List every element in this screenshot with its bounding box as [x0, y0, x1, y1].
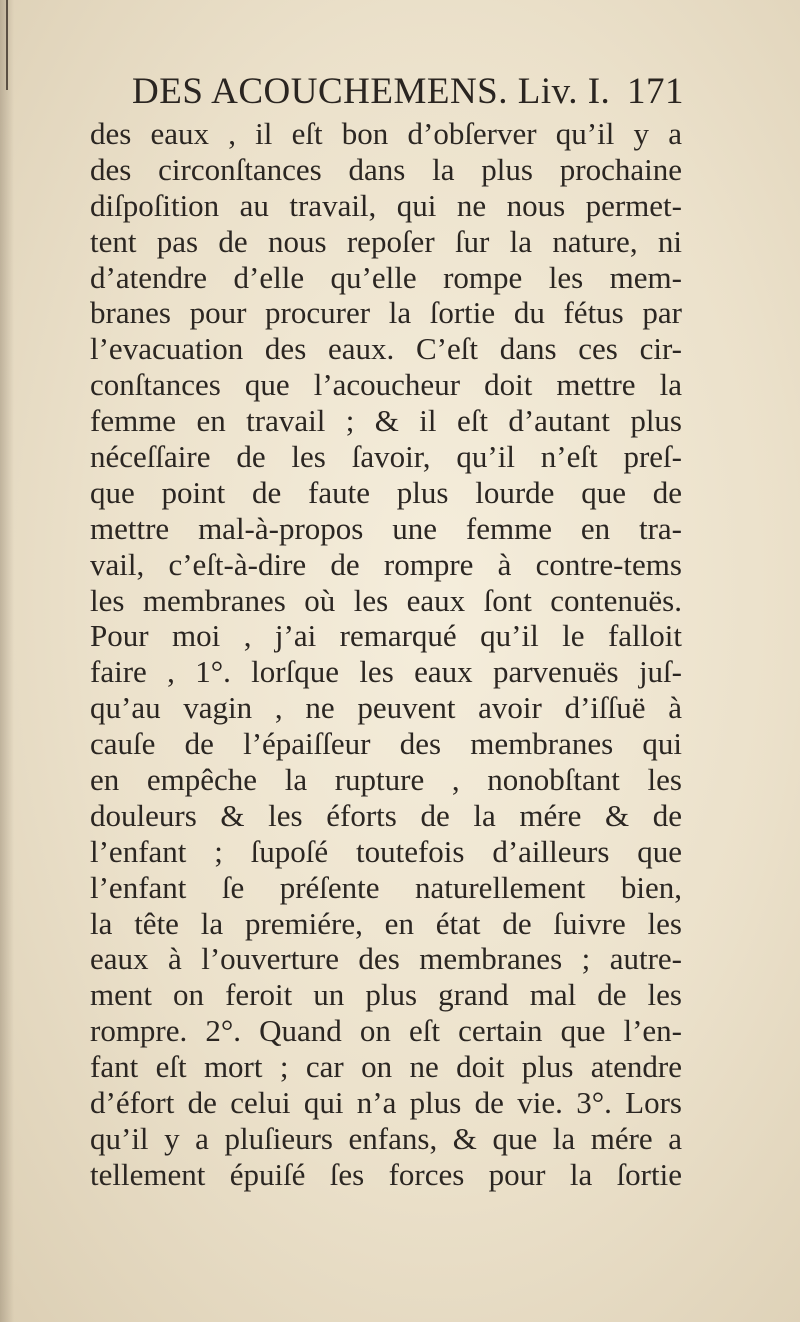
text-line: l’enfant ; ſupoſé toutefois d’ailleurs que [90, 833, 682, 869]
text-line: d’éfort de celui qui n’a plus de vie. 3°. Lors [90, 1085, 682, 1121]
text-line: que point de faute plus lourde que de [90, 474, 682, 510]
body-text [90, 116, 682, 1193]
running-head-title: DES ACOUCHEMENS. Liv. I. [132, 71, 611, 112]
text-line: les membranes où les eaux ſont contenuës. [90, 582, 682, 618]
text-line: tent pas de nous repoſer ſur la nature, ni [90, 223, 682, 259]
text-line: vail, c’eſt-à-dire de rompre à contre-tems [90, 546, 682, 582]
text-line: l’enfant ſe préſente naturellement bien, [90, 869, 682, 905]
text-line: femme en travail ; & il eſt d’autant plus [90, 403, 682, 439]
text-line: branes pour procurer la ſortie du fétus par [90, 295, 682, 331]
page-edge-mark [6, 0, 8, 90]
text-line: des eaux , il eſt bon d’obſerver qu’il y a [90, 116, 682, 151]
text-line: ment on feroit un plus grand mal de les [90, 977, 682, 1013]
text-line: la tête la premiére, en état de ſuivre les [90, 905, 682, 941]
running-head [132, 70, 684, 114]
text-line: Pour moi , j’ai remarqué qu’il le falloit [90, 618, 682, 654]
text-line: mettre mal-à-propos une femme en tra- [90, 510, 682, 546]
page-gutter-shadow [0, 0, 14, 1322]
page-number: 171 [627, 71, 684, 112]
text-line: l’evacuation des eaux. C’eſt dans ces cir- [90, 331, 682, 367]
text-line: fant eſt mort ; car on ne doit plus atendre [90, 1049, 682, 1085]
text-line: des circonſtances dans la plus prochaine [90, 151, 682, 187]
text-line: rompre. 2°. Quand on eſt certain que l’en- [90, 1013, 682, 1049]
text-line: cauſe de l’épaiſſeur des membranes qui [90, 726, 682, 762]
text-line: en empêche la rupture , nonobſtant les [90, 762, 682, 798]
text-line: douleurs & les éforts de la mére & de [90, 797, 682, 833]
text-line: qu’au vagin , ne peuvent avoir d’iſſuë à [90, 690, 682, 726]
text-line: eaux à l’ouverture des membranes ; autre- [90, 941, 682, 977]
text-line: tellement épuiſé ſes forces pour la ſortie [90, 1156, 682, 1192]
text-line: d’atendre d’elle qu’elle rompe les mem- [90, 259, 682, 295]
text-line: conſtances que l’acoucheur doit mettre la [90, 367, 682, 403]
text-line: diſpoſition au travail, qui ne nous permet- [90, 187, 682, 223]
text-line: faire , 1°. lorſque les eaux parvenuës juſ- [90, 654, 682, 690]
text-line: qu’il y a pluſieurs enfans, & que la mére a [90, 1120, 682, 1156]
text-line: néceſſaire de les ſavoir, qu’il n’eſt preſ- [90, 439, 682, 475]
